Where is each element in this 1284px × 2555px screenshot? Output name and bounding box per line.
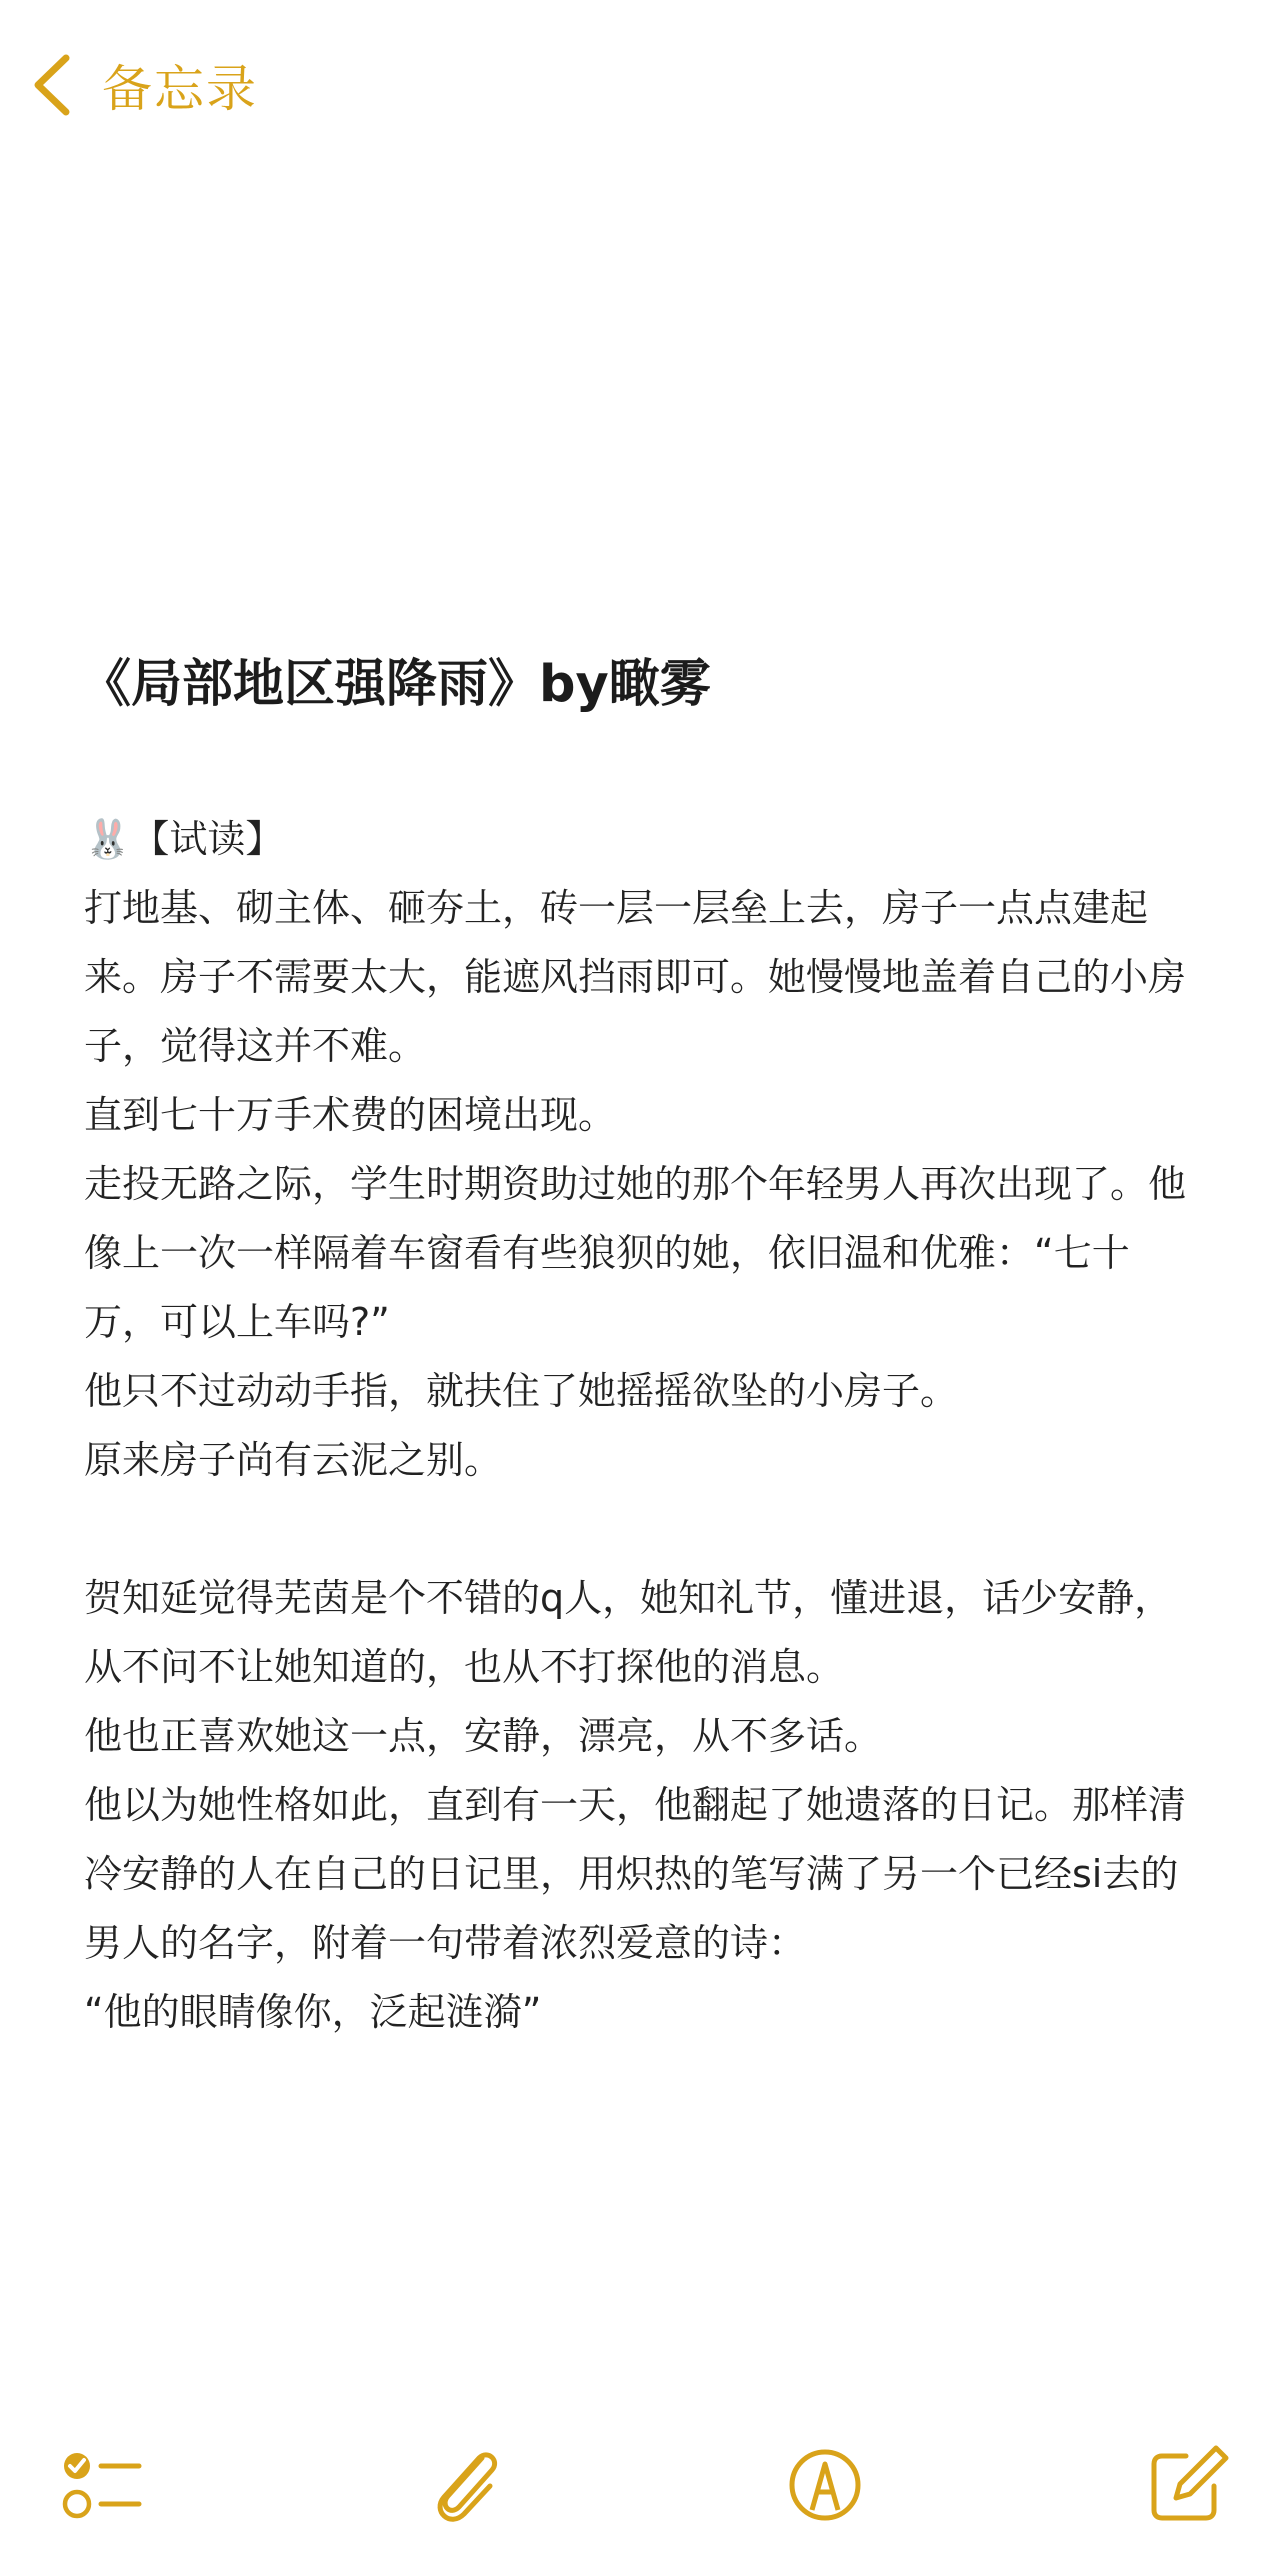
checklist-icon (55, 2440, 145, 2530)
chevron-left-icon (30, 52, 74, 118)
paragraph-gap (84, 1495, 1204, 1564)
bottom-toolbar (0, 2430, 1284, 2540)
paragraph: 他只不过动动手指，就扶住了她摇摇欲坠的小房子。 (84, 1369, 959, 1413)
section-label: 🐰【试读】 (84, 817, 284, 861)
compose-icon (1140, 2440, 1230, 2530)
paragraph: “他的眼睛像你，泛起涟漪” (84, 1990, 542, 2034)
compose-button[interactable] (1140, 2440, 1230, 2530)
paragraph: 打地基、砌主体、砸夯土，砖一层一层垒上去，房子一点点建起来。房子不需要太大，能遮风挡雨即可。她慢慢地盖着自己的小房子，觉得这并不难。 (84, 886, 1187, 1068)
back-label: 备忘录 (102, 60, 258, 118)
nav-bar (30, 40, 258, 130)
note-title[interactable]: 《局部地区强降雨》by瞰雾 (80, 655, 711, 714)
paragraph: 走投无路之际，学生时期资助过她的那个年轻男人再次出现了。他像上一次一样隔着车窗看有些狼狈的她，依旧温和优雅：“七十万，可以上车吗?” (84, 1162, 1187, 1344)
paragraph: 他以为她性格如此，直到有一天，他翻起了她遗落的日记。那样清冷安静的人在自己的日记里，用炽热的笔写满了另一个已经si去的男人的名字，附着一句带着浓烈爱意的诗： (84, 1783, 1187, 1965)
attach-button[interactable] (420, 2440, 510, 2530)
paragraph: 原来房子尚有云泥之别。 (84, 1438, 503, 1482)
paragraph: 直到七十万手术费的困境出现。 (84, 1093, 617, 1137)
paragraph: 贺知延觉得芜茵是个不错的q人，她知礼节，懂进退，话少安静，从不问不让她知道的，也从不打探他的消息。 (84, 1576, 1173, 1689)
back-button[interactable] (30, 49, 258, 121)
paperclip-icon (420, 2440, 510, 2530)
markup-button[interactable] (780, 2440, 870, 2530)
checklist-button[interactable] (55, 2440, 145, 2530)
paragraph: 他也正喜欢她这一点，安静，漂亮，从不多话。 (84, 1714, 883, 1758)
markup-pen-icon (780, 2440, 870, 2530)
note-body[interactable] (84, 805, 1204, 2047)
